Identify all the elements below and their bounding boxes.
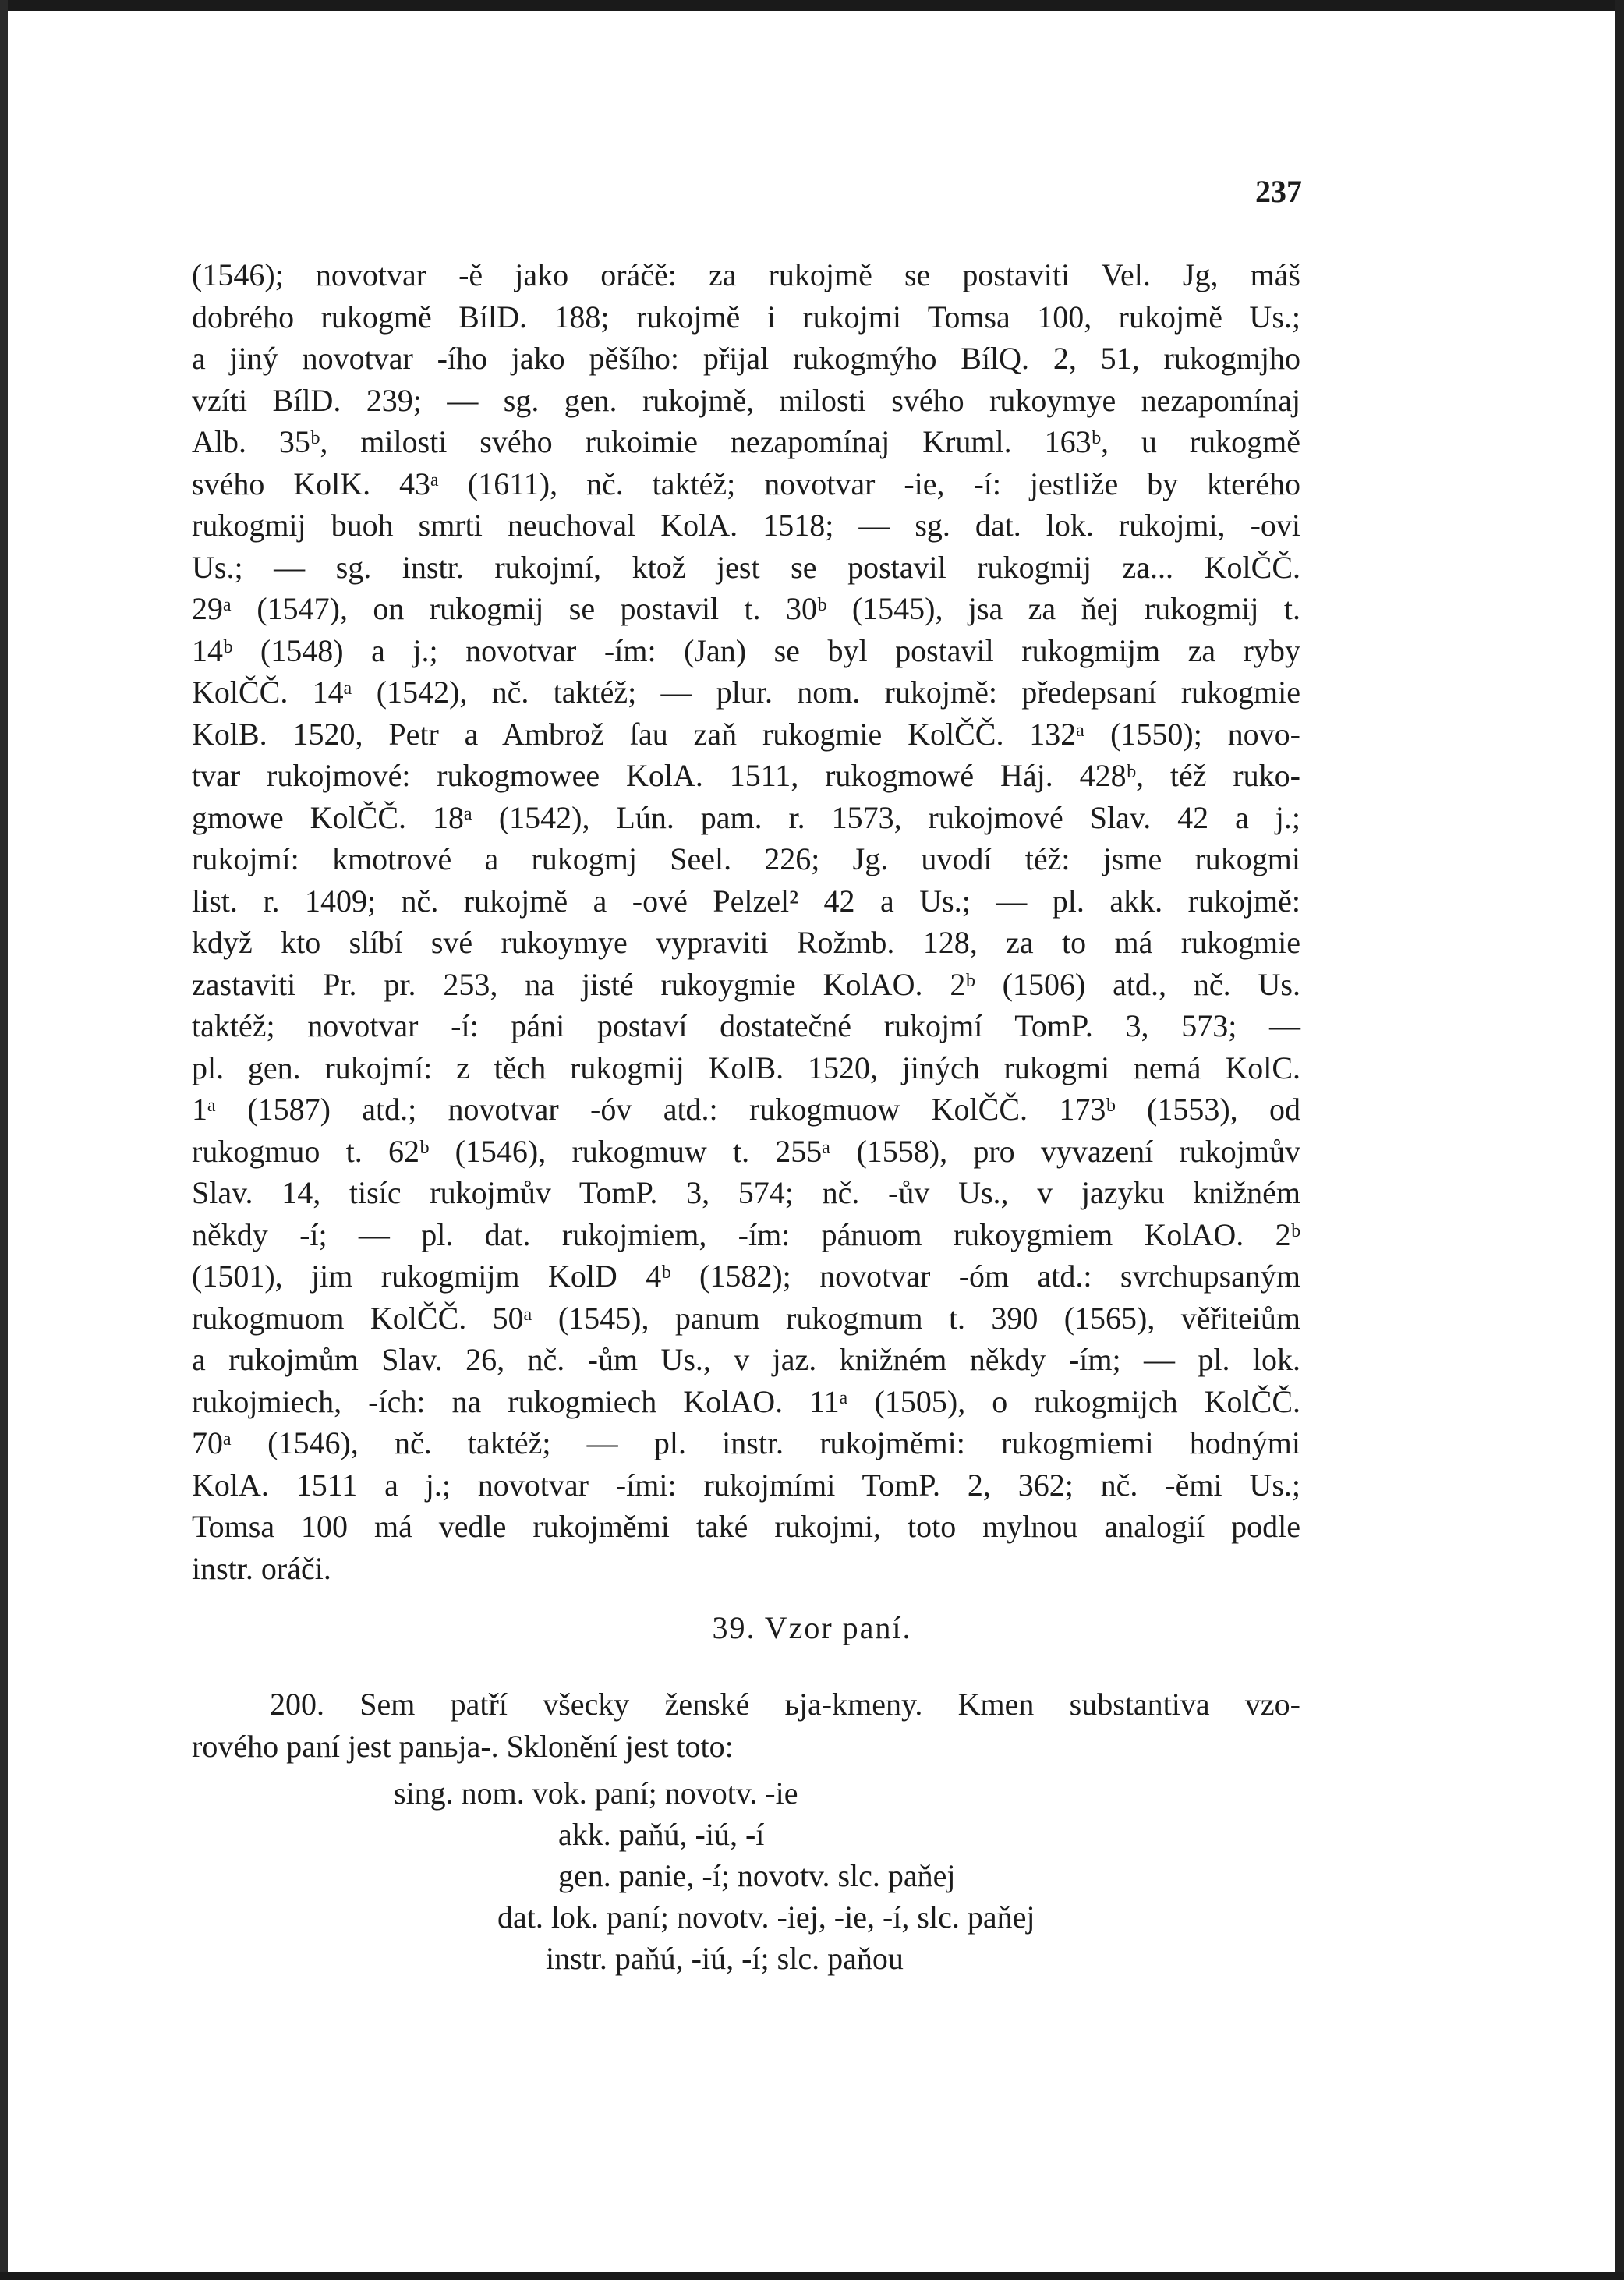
text-line: rukogmuom KolČČ. 50ᵃ (1545), panum rukogmum t. 390 (1565), věřiteiům (192, 1300, 1300, 1336)
text-line: Slav. 14, tisíc rukojmův TomP. 3, 574; nč. -ův Us., v jazyku knižném (192, 1175, 1300, 1210)
scan-border-right (1615, 0, 1624, 2280)
text-line: 14ᵇ (1548) a j.; novotvar -ím: (Jan) se byl postavil rukogmijm za ryby (192, 632, 1300, 668)
text-line: Us.; — sg. instr. rukojmí, ktož jest se postavil rukogmij za... KolČČ. (192, 549, 1300, 585)
text-line: dobrého rukogmě BílD. 188; rukojmě i rukojmi Tomsa 100, rukojmě Us.; (192, 299, 1300, 335)
text-line: (1546); novotvar -ě jako oráčě: za rukojmě se postaviti Vel. Jg, máš (192, 257, 1300, 292)
text-line: (1501), jim rukogmijm KolD 4ᵇ (1582); novotvar -óm atd.: svrchupsaným (192, 1259, 1300, 1294)
text-line: KolB. 1520, Petr a Ambrož ſau zaň rukogmie KolČČ. 132ᵃ (1550); novo- (192, 716, 1300, 752)
text-line: Tomsa 100 má vedle rukojměmi také rukojmi, toto mylnou analogií podle (192, 1509, 1300, 1544)
text-line: instr. oráči. (192, 1550, 331, 1586)
text-line: rového paní jest panьja-. Sklonění jest toto: (192, 1728, 734, 1764)
text-line: list. r. 1409; nč. rukojmě a -ové Pelzel² 42 a Us.; — pl. akk. rukojmě: (192, 883, 1300, 919)
paradigm-line: instr. paňú, -iú, -í; slc. paňou (546, 1941, 904, 1976)
text-line: a jiný novotvar -ího jako pěšího: přijal rukogmýho BílQ. 2, 51, rukogmjho (192, 341, 1300, 376)
text-line: 1ᵃ (1587) atd.; novotvar -óv atd.: rukogmuow KolČČ. 173ᵇ (1553), od (192, 1092, 1300, 1127)
scan-border-bottom (0, 2272, 1624, 2280)
paragraph-200 (192, 1683, 1300, 1767)
text-line: 200. Sem patří všecky ženské ьja-kmeny. Kmen substantiva vzo- (270, 1687, 1300, 1722)
text-line: Alb. 35ᵇ, milosti svého rukoimie nezapomínaj Kruml. 163ᵇ, u rukogmě (192, 424, 1300, 459)
page-number: 237 (1255, 174, 1302, 209)
text-line: pl. gen. rukojmí: z těch rukogmij KolB. 1520, jiných rukogmi nemá KolC. (192, 1050, 1300, 1085)
text-line: KolA. 1511 a j.; novotvar -ími: rukojmími TomP. 2, 362; nč. -ěmi Us.; (192, 1467, 1300, 1503)
text-line: rukojmí: kmotrové a rukogmj Seel. 226; Jg. uvodí též: jsme rukogmi (192, 841, 1300, 876)
text-line: rukogmij buoh smrti neuchoval KolA. 1518; — sg. dat. lok. rukojmi, -ovi (192, 508, 1300, 543)
text-line: když kto slíbí své rukoymye vypraviti Rožmb. 128, za to má rukogmie (192, 925, 1300, 960)
text-line: tvar rukojmové: rukogmowee KolA. 1511, rukogmowé Háj. 428ᵇ, též ruko- (192, 758, 1300, 793)
text-line: zastaviti Pr. pr. 253, na jisté rukoygmie KolAO. 2ᵇ (1506) atd., nč. Us. (192, 966, 1300, 1002)
scan-border-left (0, 0, 8, 2280)
text-line: 29ᵃ (1547), on rukogmij se postavil t. 30ᵇ (1545), jsa za ňej rukogmij t. (192, 591, 1300, 626)
text-line: KolČČ. 14ᵃ (1542), nč. taktéž; — plur. nom. rukojmě: předepsaní rukogmie (192, 674, 1300, 710)
text-line: rukojmiech, -ích: na rukogmiech KolAO. 11ᵃ (1505), o rukogmijch KolČČ. (192, 1383, 1300, 1419)
text-line: 70ᵃ (1546), nč. taktéž; — pl. instr. rukojměmi: rukogmiemi hodnými (192, 1425, 1300, 1460)
scan-border-top (0, 0, 1624, 11)
text-line: rukogmuo t. 62ᵇ (1546), rukogmuw t. 255ᵃ (1558), pro vyvazení rukojmův (192, 1133, 1300, 1169)
paradigm-line: sing. nom. vok. paní; novotv. -ie (394, 1775, 798, 1811)
paradigm-line: akk. paňú, -iú, -í (558, 1817, 765, 1852)
text-line: vzíti BílD. 239; — sg. gen. rukojmě, milosti svého rukoymye nezapomínaj (192, 382, 1300, 418)
text-line: a rukojmům Slav. 26, nč. -ům Us., v jaz. knižném někdy -ím; — pl. lok. (192, 1342, 1300, 1377)
text-line: svého KolK. 43ᵃ (1611), nč. taktéž; novotvar -ie, -í: jestliže by kterého (192, 466, 1300, 501)
body-text (192, 254, 1300, 1589)
text-line: gmowe KolČČ. 18ᵃ (1542), Lún. pam. r. 1573, rukojmové Slav. 42 a j.; (192, 799, 1300, 835)
paradigm-line: dat. lok. paní; novotv. -iej, -ie, -í, slc. paňej (497, 1899, 1035, 1935)
text-line: taktéž; novotvar -í: páni postaví dostatečné rukojmí TomP. 3, 573; — (192, 1008, 1300, 1043)
section-heading: 39. Vzor paní. (712, 1610, 912, 1645)
text-line: někdy -í; — pl. dat. rukojmiem, -ím: pánuom rukoygmiem KolAO. 2ᵇ (192, 1216, 1300, 1252)
paradigm-line: gen. panie, -í; novotv. slc. paňej (558, 1858, 956, 1893)
